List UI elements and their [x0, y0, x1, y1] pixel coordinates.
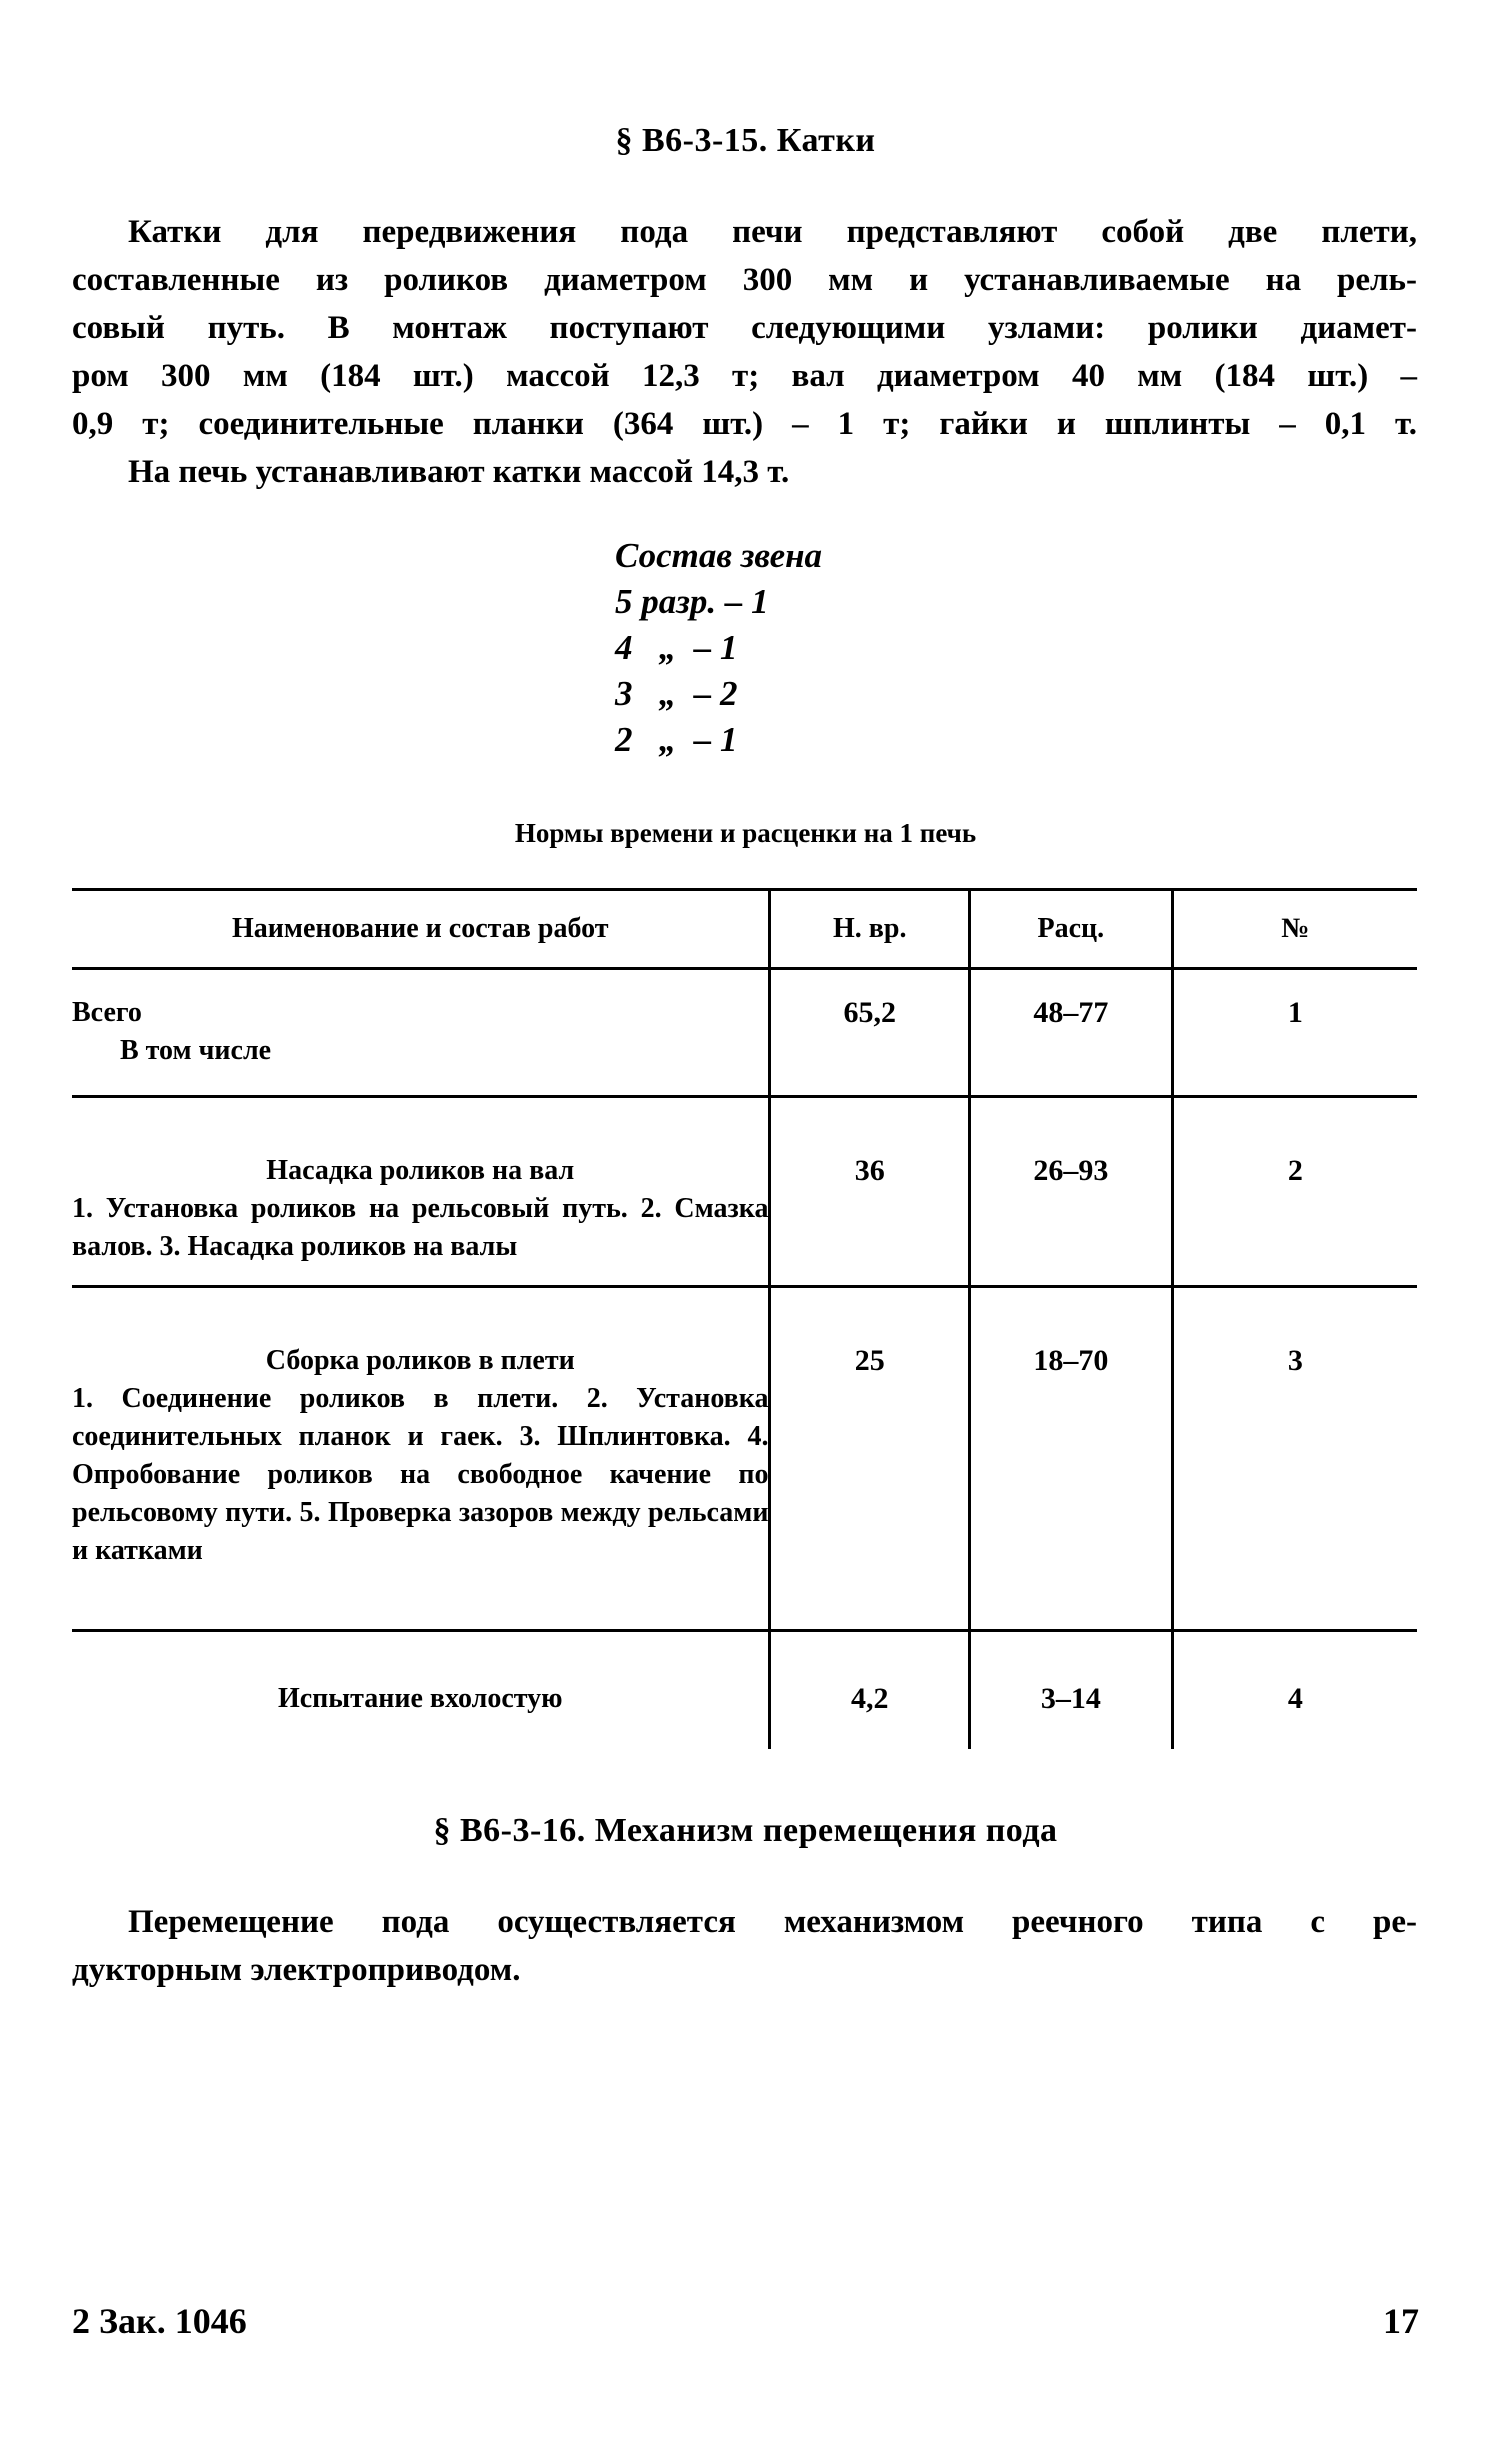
table-row [72, 969, 1417, 1097]
table-title: Нормы времени и расценки на 1 печь [514, 818, 977, 848]
paragraph-line: На печь устанавливают катки массой 14,3 т. [128, 454, 790, 490]
header-work-name: Наименование и состав работ [72, 890, 770, 969]
brigade-row: 2 „ – 1 [615, 720, 738, 759]
paragraph-line: дукторным электроприводом. [72, 1952, 521, 1988]
paragraph-line: Перемещение пода осуществляется механизмом реечного типа с ре- [128, 1904, 1417, 1940]
row-title: Всего [72, 997, 142, 1028]
section-heading-mechanism: § В6-3-16. Механизм перемещения пода [433, 1812, 1058, 1849]
number-cell: 3 [1172, 1287, 1417, 1631]
table-header-row [72, 890, 1417, 969]
work-description-cell [72, 1631, 770, 1749]
row-subtitle: В том числе [120, 1035, 272, 1066]
table-row [72, 1631, 1417, 1749]
paragraph-line: Катки для передвижения пода печи представляют собой две плети, [128, 214, 1417, 250]
price-cell: 48–77 [970, 969, 1173, 1097]
norm-time-cell: 36 [770, 1097, 970, 1287]
header-price: Расц. [970, 890, 1173, 969]
brigade-row: 5 разр. – 1 [615, 582, 769, 621]
brigade-composition [615, 533, 915, 763]
table-row [72, 1287, 1417, 1631]
row-body: 1. Соединение роликов в плети. 2. Установка соединительных планок и гаек. 3. Шплинтовка. 4. Опробование роликов на свободное качение по рельсовому пути. 5. Проверка зазоров между рельсами и катками [72, 1383, 769, 1566]
number-cell: 4 [1172, 1631, 1417, 1749]
paragraph-line: 0,9 т; соединительные планки (364 шт.) – 1 т; гайки и шплинты – 0,1 т. [72, 406, 1417, 442]
katki-description-paragraph [72, 208, 1417, 496]
paragraph-line: ром 300 мм (184 шт.) массой 12,3 т; вал диаметром 40 мм (184 шт.) – [72, 358, 1417, 394]
brigade-title: Состав звена [615, 536, 823, 575]
work-description-cell [72, 969, 770, 1097]
footer-order-number: 2 Зак. 1046 [72, 2301, 247, 2341]
norm-time-cell: 25 [770, 1287, 970, 1631]
norms-table [72, 888, 1417, 1749]
section-heading-katki: § В6-3-15. Катки [615, 122, 876, 159]
paragraph-line: совый путь. В монтаж поступают следующими узлами: ролики диамет- [72, 310, 1417, 346]
brigade-row: 3 „ – 2 [615, 674, 738, 713]
page-number: 17 [1383, 2301, 1419, 2341]
number-cell: 1 [1172, 969, 1417, 1097]
work-description-cell [72, 1097, 770, 1287]
table-row [72, 1097, 1417, 1287]
mechanism-description-paragraph [72, 1898, 1417, 1994]
row-title: Сборка роликов в плети [265, 1345, 575, 1376]
price-cell: 18–70 [970, 1287, 1173, 1631]
norm-time-cell: 65,2 [770, 969, 970, 1097]
row-title: Насадка роликов на вал [266, 1155, 575, 1186]
price-cell: 26–93 [970, 1097, 1173, 1287]
header-norm-time: Н. вр. [770, 890, 970, 969]
work-description-cell [72, 1287, 770, 1631]
header-number: № [1172, 890, 1417, 969]
norm-time-cell: 4,2 [770, 1631, 970, 1749]
row-body: 1. Установка роликов на рельсовый путь. 2. Смазка валов. 3. Насадка роликов на валы [72, 1193, 769, 1262]
number-cell: 2 [1172, 1097, 1417, 1287]
price-cell: 3–14 [970, 1631, 1173, 1749]
brigade-row: 4 „ – 1 [615, 628, 738, 667]
row-title: Испытание вхолостую [277, 1683, 563, 1714]
paragraph-line: составленные из роликов диаметром 300 мм и устанавливаемые на рель- [72, 262, 1417, 298]
